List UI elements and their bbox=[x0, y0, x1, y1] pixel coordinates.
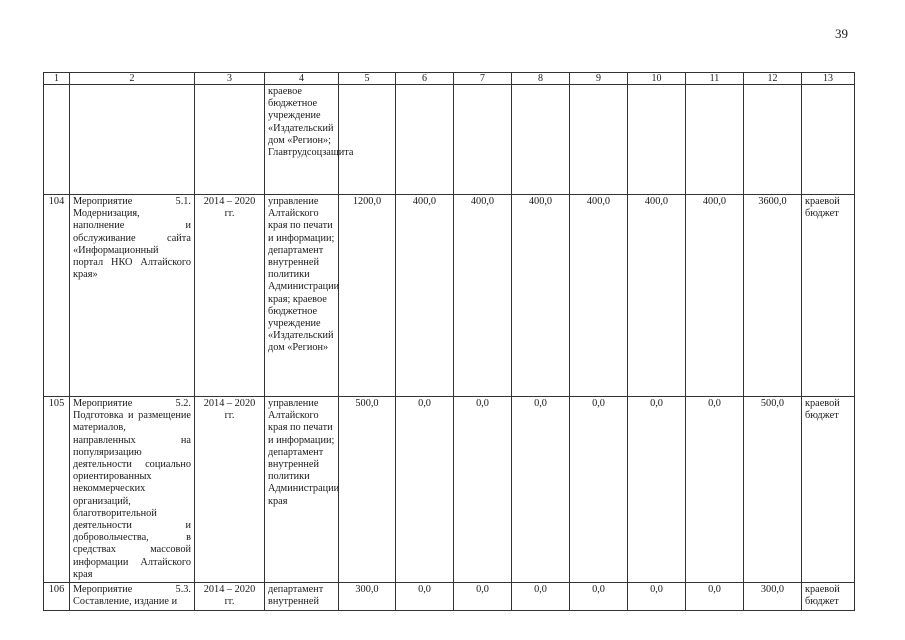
column-header: 11 bbox=[686, 73, 744, 85]
cell bbox=[512, 85, 570, 195]
value-cell: 0,0 bbox=[570, 583, 628, 611]
row-number-cell: 104 bbox=[44, 195, 70, 397]
period-cell: 2014 – 2020 гг. bbox=[195, 583, 265, 611]
column-header: 10 bbox=[628, 73, 686, 85]
cell bbox=[70, 85, 195, 195]
activity-name-cell: Мероприятие 5.3. Составление, издание и bbox=[70, 583, 195, 611]
value-cell: 0,0 bbox=[396, 397, 454, 583]
value-cell: 0,0 bbox=[686, 397, 744, 583]
column-header: 7 bbox=[454, 73, 512, 85]
value-cell: 300,0 bbox=[339, 583, 396, 611]
value-cell: 0,0 bbox=[512, 583, 570, 611]
value-cell: 500,0 bbox=[339, 397, 396, 583]
value-cell: 0,0 bbox=[454, 583, 512, 611]
value-cell: 0,0 bbox=[396, 583, 454, 611]
period-cell: 2014 – 2020 гг. bbox=[195, 195, 265, 397]
cell bbox=[396, 85, 454, 195]
funding-source-cell: краевой бюджет bbox=[802, 583, 855, 611]
table-row bbox=[44, 195, 855, 397]
value-cell: 1200,0 bbox=[339, 195, 396, 397]
total-cell: 3600,0 bbox=[744, 195, 802, 397]
cell bbox=[686, 85, 744, 195]
value-cell: 0,0 bbox=[570, 397, 628, 583]
column-header: 13 bbox=[802, 73, 855, 85]
row-number-cell: 105 bbox=[44, 397, 70, 583]
column-header: 3 bbox=[195, 73, 265, 85]
activity-name-cell: Мероприятие 5.2. Подготовка и размещение материалов, направленных на популяризацию деятельности социально ориентированных некоммерческих организаций, благотворительной деятельности и добровольчества, в средствах массовой информации Алтайского края bbox=[70, 397, 195, 583]
total-cell: 500,0 bbox=[744, 397, 802, 583]
value-cell: 0,0 bbox=[628, 583, 686, 611]
cell bbox=[802, 85, 855, 195]
value-cell: 400,0 bbox=[686, 195, 744, 397]
value-cell: 400,0 bbox=[454, 195, 512, 397]
executor-cell: департамент внутренней bbox=[265, 583, 339, 611]
funding-source-cell: краевой бюджет bbox=[802, 397, 855, 583]
cell bbox=[454, 85, 512, 195]
activity-name-cell: Мероприятие 5.1. Модернизация, наполнение и обслуживание сайта «Информационный портал НКО Алтайского края» bbox=[70, 195, 195, 397]
cell bbox=[628, 85, 686, 195]
value-cell: 400,0 bbox=[570, 195, 628, 397]
row-number-cell: 106 bbox=[44, 583, 70, 611]
cell bbox=[195, 85, 265, 195]
column-header: 1 bbox=[44, 73, 70, 85]
value-cell: 0,0 bbox=[454, 397, 512, 583]
table-row bbox=[44, 583, 855, 611]
value-cell: 400,0 bbox=[628, 195, 686, 397]
value-cell: 400,0 bbox=[396, 195, 454, 397]
column-header: 5 bbox=[339, 73, 396, 85]
continued-row bbox=[44, 85, 855, 195]
cell bbox=[744, 85, 802, 195]
funding-source-cell: краевой бюджет bbox=[802, 195, 855, 397]
total-cell: 300,0 bbox=[744, 583, 802, 611]
column-header: 2 bbox=[70, 73, 195, 85]
cell bbox=[570, 85, 628, 195]
value-cell: 0,0 bbox=[512, 397, 570, 583]
table-row bbox=[44, 397, 855, 583]
period-cell: 2014 – 2020 гг. bbox=[195, 397, 265, 583]
column-header: 6 bbox=[396, 73, 454, 85]
program-activities-table bbox=[43, 72, 855, 611]
column-header: 9 bbox=[570, 73, 628, 85]
value-cell: 0,0 bbox=[628, 397, 686, 583]
value-cell: 0,0 bbox=[686, 583, 744, 611]
cell bbox=[44, 85, 70, 195]
column-header: 4 bbox=[265, 73, 339, 85]
column-number-row bbox=[44, 73, 855, 85]
page-number: 39 bbox=[835, 26, 848, 41]
executor-cell: краевое бюджетное учреждение «Издательский дом «Регион»; Главтрудсоцзащита bbox=[265, 85, 339, 195]
value-cell: 400,0 bbox=[512, 195, 570, 397]
column-header: 12 bbox=[744, 73, 802, 85]
executor-cell: управление Алтайского края по печати и информации; департамент внутренней политики Администрации края; краевое бюджетное учреждение «Издательский дом «Регион» bbox=[265, 195, 339, 397]
cell bbox=[339, 85, 396, 195]
column-header: 8 bbox=[512, 73, 570, 85]
executor-cell: управление Алтайского края по печати и информации; департамент внутренней политики Администрации края bbox=[265, 397, 339, 583]
